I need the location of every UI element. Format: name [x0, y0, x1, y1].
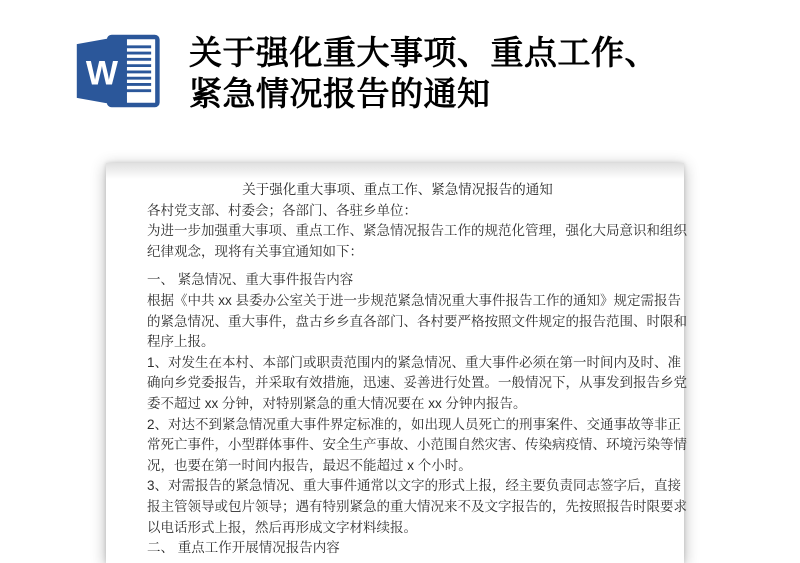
page-top-shade-gradient — [106, 163, 684, 179]
doc-line: 报主管领导或包片领导；遇有特别紧急的重大情况来不及文字报告的，先按照报告时限要求 — [147, 498, 687, 514]
doc-blank-line — [147, 262, 648, 270]
page-title — [189, 32, 658, 114]
doc-line: 纪律观念，现将有关事宜通知如下： — [147, 243, 363, 259]
doc-line: 一、 紧急情况、重大事件报告内容 — [147, 272, 354, 288]
doc-line: 根据《中共 xx 县委办公室关于进一步规范紧急情况重大事件报告工作的通知》规定需报告 — [147, 292, 682, 308]
doc-line: 常死亡事件，小型群体事件、安全生产事故、小范围自然灾害、传染病疫情、环境污染等情 — [147, 437, 687, 453]
doc-line: 关于强化重大事项、重点工作、紧急情况报告的通知 — [242, 182, 553, 197]
document-page[interactable] — [106, 163, 687, 563]
preview-area — [0, 124, 800, 556]
doc-line: 为进一步加强重大事项、重点工作、紧急情况报告工作的规范化管理，强化大局意识和组织 — [147, 223, 687, 239]
document-text — [147, 180, 687, 559]
word-icon-w-letter: W — [85, 54, 118, 93]
doc-line: 委不超过 xx 分钟，对特别紧急的重大情况要在 xx 分钟内报告。 — [147, 395, 527, 411]
doc-line: 程序上报。 — [147, 334, 215, 350]
page-title-line1: 关于强化重大事项、重点工作、 — [189, 34, 658, 71]
doc-line: 各村党支部、村委会；各部门、各驻乡单位： — [147, 202, 417, 218]
doc-line: 2、对达不到紧急情况重大事件界定标准的，如出现人员死亡的刑事案件、交通事故等非正 — [147, 416, 682, 432]
word-icon — [75, 31, 161, 111]
doc-line: 3、对需报告的紧急情况、重大事件通常以文字的形式上报，经主要负责同志签字后，直接 — [147, 478, 682, 494]
doc-line: 二、 重点工作开展情况报告内容 — [147, 540, 340, 556]
doc-line: 以电话形式上报，然后再形成文字材料续报。 — [147, 519, 417, 535]
doc-line: 确向乡党委报告，并采取有效措施，迅速、妥善进行处置。一般情况下，从事发到报告乡党 — [147, 375, 687, 391]
page-title-line2: 紧急情况报告的通知 — [189, 75, 491, 112]
doc-line: 况，也要在第一时间内报告，最迟不能超过 x 个小时。 — [147, 457, 472, 473]
doc-line: 1、对发生在本村、本部门或职责范围内的紧急情况、重大事件必须在第一时间内及时、准 — [147, 354, 682, 370]
header — [0, 0, 800, 124]
doc-line: 的紧急情况、重大事件，盘古乡乡直各部门、各村要严格按照文件规定的报告范围、时限和 — [147, 313, 687, 329]
